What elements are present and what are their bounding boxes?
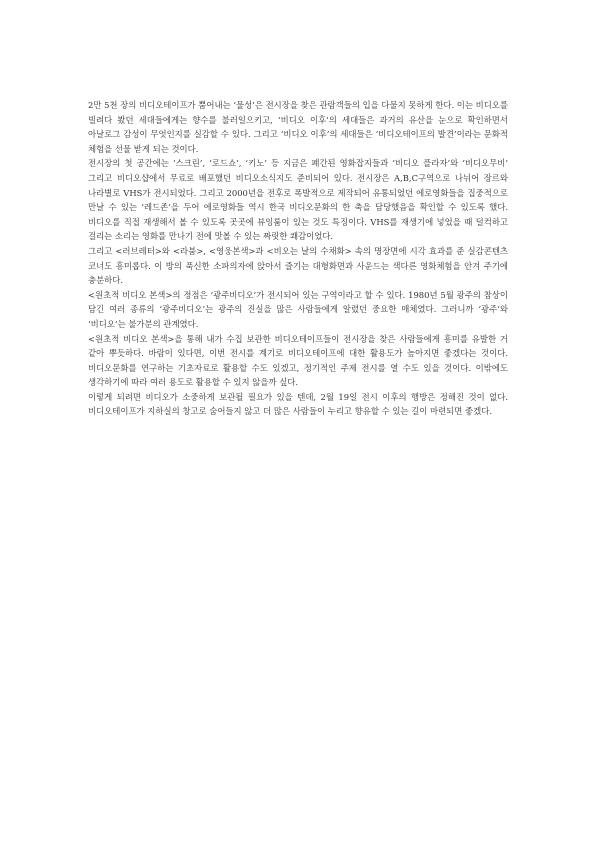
paragraph-3: 그리고 <러브레터>와 <라붐>, <영웅본색>과 <비오는 날의 수채화> 속의 명장면에 시각 효과를 준 실감콘텐츠 코너도 흥미롭다. 이 방의 푹신한 소파의자에 앉아서 즐기는 대형화면과 사운드는 색다른 영화체험을 안겨 주기에 충분하다. [88,245,508,286]
paragraph-5: <원초적 비디오 본색>을 통해 내가 수집 보관한 비디오테이프들이 전시장을 찾은 사람들에게 흥미를 유발한 거 같아 뿌듯하다. 바람이 있다면, 이번 전시를 계기로 비디오테이프에 대한 활용도가 높아지면 좋겠다는 것이다. 비디오문화를 연구하는 기초자료로 활용할 수도 있겠고, 정기적인 주제 전시를 열 수도 있을 것이다. 이밖에도 생각하기에 따라 여러 용도로 활용할 수 있지 않을까 싶다. [88,333,508,388]
paragraph-6: 이렇게 되려면 비디오가 소중하게 보관될 필요가 있을 텐데, 2월 19일 전시 이후의 행방은 정해진 것이 없다. 비디오테이프가 지하실의 창고로 숨어들지 않고 더 많은 사람들이 누리고 향유할 수 있는 길이 마련되면 좋겠다. [88,391,508,417]
article-body [88,98,508,419]
paragraph-2: 전시장의 첫 공간에는 ‘스크린’, ‘로드쇼’, ‘키노’ 등 지금은 폐간된 영화잡지들과 ‘비디오 플라자’와 ‘비디오무비’ 그리고 비디오샵에서 무료로 배포했던 비디오소식지도 준비되어 있다. 전시장은 A,B,C구역으로 나뉘어 장르와 나라별로 VHS가 전시되었다. 그리고 2000년을 전후로 폭발적으로 제작되어 유통되었던 에로영화들을 집중적으로 만날 수 있는 ‘레드존’을 두어 에로영화들 역시 한국 비디오문화의 한 축을 담당했음을 확인할 수 있도록 했다. 비디오를 직접 재생해서 볼 수 있도록 곳곳에 뷰잉룸이 있는 것도 특징이다. VHS를 재생기에 넣었을 때 덜컥하고 걸리는 소리는 영화를 만나기 전에 맛볼 수 있는 짜릿한 쾌감이었다. [88,158,508,242]
paragraph-1: 2만 5천 장의 비디오테이프가 뿜어내는 ‘물성’은 전시장을 찾은 관람객들의 입을 다물지 못하게 한다. 이는 비디오를 빌려다 봤던 세대들에게는 향수를 불러일으키고, ‘비디오 이후’의 세대들은 과거의 유산을 눈으로 확인하면서 아날로그 감성이 무엇인지를 실감할 수 있다. 그리고 ‘비디오 이후’의 세대들은 ‘비디오테이프의 발견’이라는 문화적 체험을 선물 받게 되는 것이다. [88,100,508,154]
paragraph-4: <원초적 비디오 본색>의 정점은 ‘광주비디오’가 전시되어 있는 구역이라고 할 수 있다. 1980년 5월 광주의 참상이 담긴 여러 종류의 ‘광주비디오’는 광주의 진실을 많은 사람들에게 알렸던 중요한 매체였다. 그러니까 ‘광주’와 ‘비디오’는 불가분의 관계였다. [88,289,508,329]
